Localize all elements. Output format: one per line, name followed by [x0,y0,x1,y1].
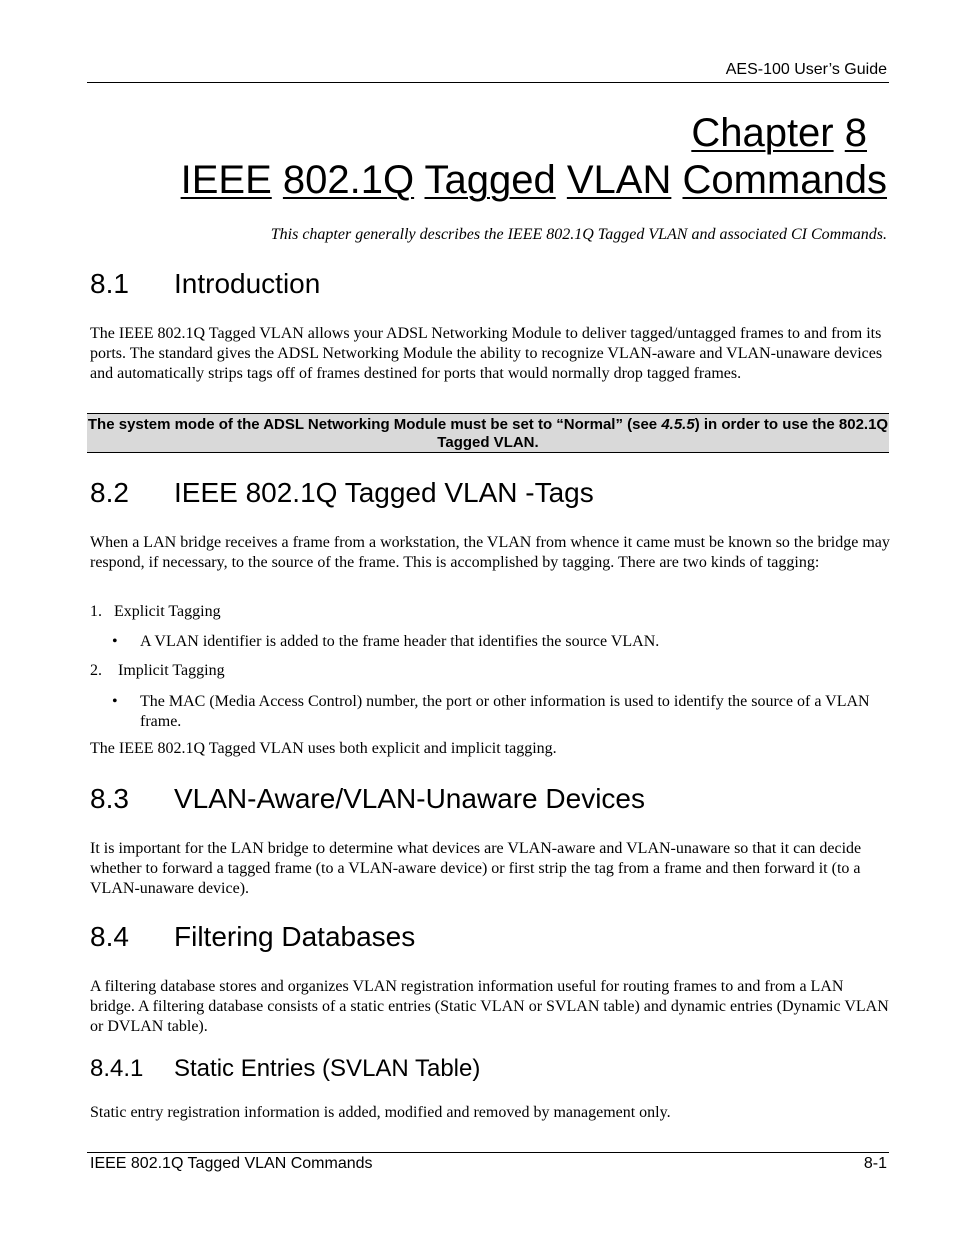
chapter-title [181,157,887,203]
chapter-number: 8 [844,111,867,155]
footer-title: IEEE 802.1Q Tagged VLAN Commands [90,1155,373,1172]
intro-paragraph: The IEEE 802.1Q Tagged VLAN allows your ADSL Networking Module to deliver tagged/untagged frames to and from its ports. The standard gives the ADSL Networking Module the ability to recognize VLAN-aware and VLAN-unaware devices and automatically strips tags off of frames destined for ports that would normally drop tagged frames. [90,325,883,382]
page-number: 8-1 [863,1155,887,1172]
section-number: 8.4.1 [90,1055,144,1082]
static-entries-paragraph: Static entry registration information is added, modified and removed by management only. [90,1104,671,1121]
note-text: The system mode of the ADSL Networking Module must be set to “Normal” (see [87,416,662,433]
note-box [87,413,889,453]
bullet-text: The MAC (Media Access Control) number, the port or other information is used to identify the source of a VLAN frame. [140,693,870,730]
running-header: AES-100 User’s Guide [725,61,887,78]
tagging-summary: The IEEE 802.1Q Tagged VLAN uses both explicit and implicit tagging. [90,740,557,757]
section-heading-8-3 [90,783,645,815]
chapter-title-word: VLAN [566,158,672,202]
footer-rule [87,1152,889,1153]
header-rule [87,82,889,83]
bullet-glyph: • [112,693,118,710]
bullet-item [112,632,882,652]
section-heading-8-1 [90,268,320,300]
section-number: 8.3 [90,783,129,814]
bullet-text: A VLAN identifier is added to the frame header that identifies the source VLAN. [140,633,660,650]
aware-paragraph: It is important for the LAN bridge to determine what devices are VLAN-aware and VLAN-unaware so that it can decide whether to forward a tagged frame (to a VLAN-aware device) or first strip the tag from a frame and then forward it (to a VLAN-unaware device). [90,840,862,897]
section-number: 8.1 [90,268,129,299]
chapter-intro: This chapter generally describes the IEEE 802.1Q Tagged VLAN and associated CI Commands. [270,226,887,243]
section-title: VLAN-Aware/VLAN-Unaware Devices [174,783,645,814]
section-heading-8-2 [90,477,594,509]
section-title: Filtering Databases [174,921,416,952]
chapter-title-word: IEEE [180,158,272,202]
section-number: 8.4 [90,921,129,952]
chapter-title-word: Commands [682,158,887,202]
section-title: Static Entries (SVLAN Table) [174,1055,481,1082]
bullet-item [112,692,882,732]
chapter-word: Chapter [691,111,834,155]
section-number: 8.2 [90,477,129,508]
numbered-item-implicit: 2. Implicit Tagging [90,662,225,679]
bullet-glyph: • [112,633,118,650]
chapter-title-word: 802.1Q [282,158,415,202]
subsection-heading-8-4-1 [90,1055,480,1083]
numbered-item-explicit: 1. Explicit Tagging [90,603,221,620]
note-text: ) in order to use the 802.1Q Tagged VLAN. [437,416,889,451]
section-title: Introduction [174,268,321,299]
note-reference: 4.5.5 [661,416,695,433]
filtering-paragraph: A filtering database stores and organizes VLAN registration information useful for routing frames to and from a LAN bridge. A filtering database consists of a static entries (Static VLAN or SVLAN table) and dynamic entries (Dynamic VLAN or DVLAN table). [90,978,889,1035]
section-heading-8-4 [90,921,415,953]
chapter-label [691,110,867,156]
tags-paragraph: When a LAN bridge receives a frame from a workstation, the VLAN from whence it came must be known so the bridge may respond, if necessary, to the source of the frame. This is accomplished by tagging. There are two kinds of tagging: [90,534,890,571]
chapter-title-word: Tagged [424,158,556,202]
section-title: IEEE 802.1Q Tagged VLAN -Tags [174,477,594,508]
